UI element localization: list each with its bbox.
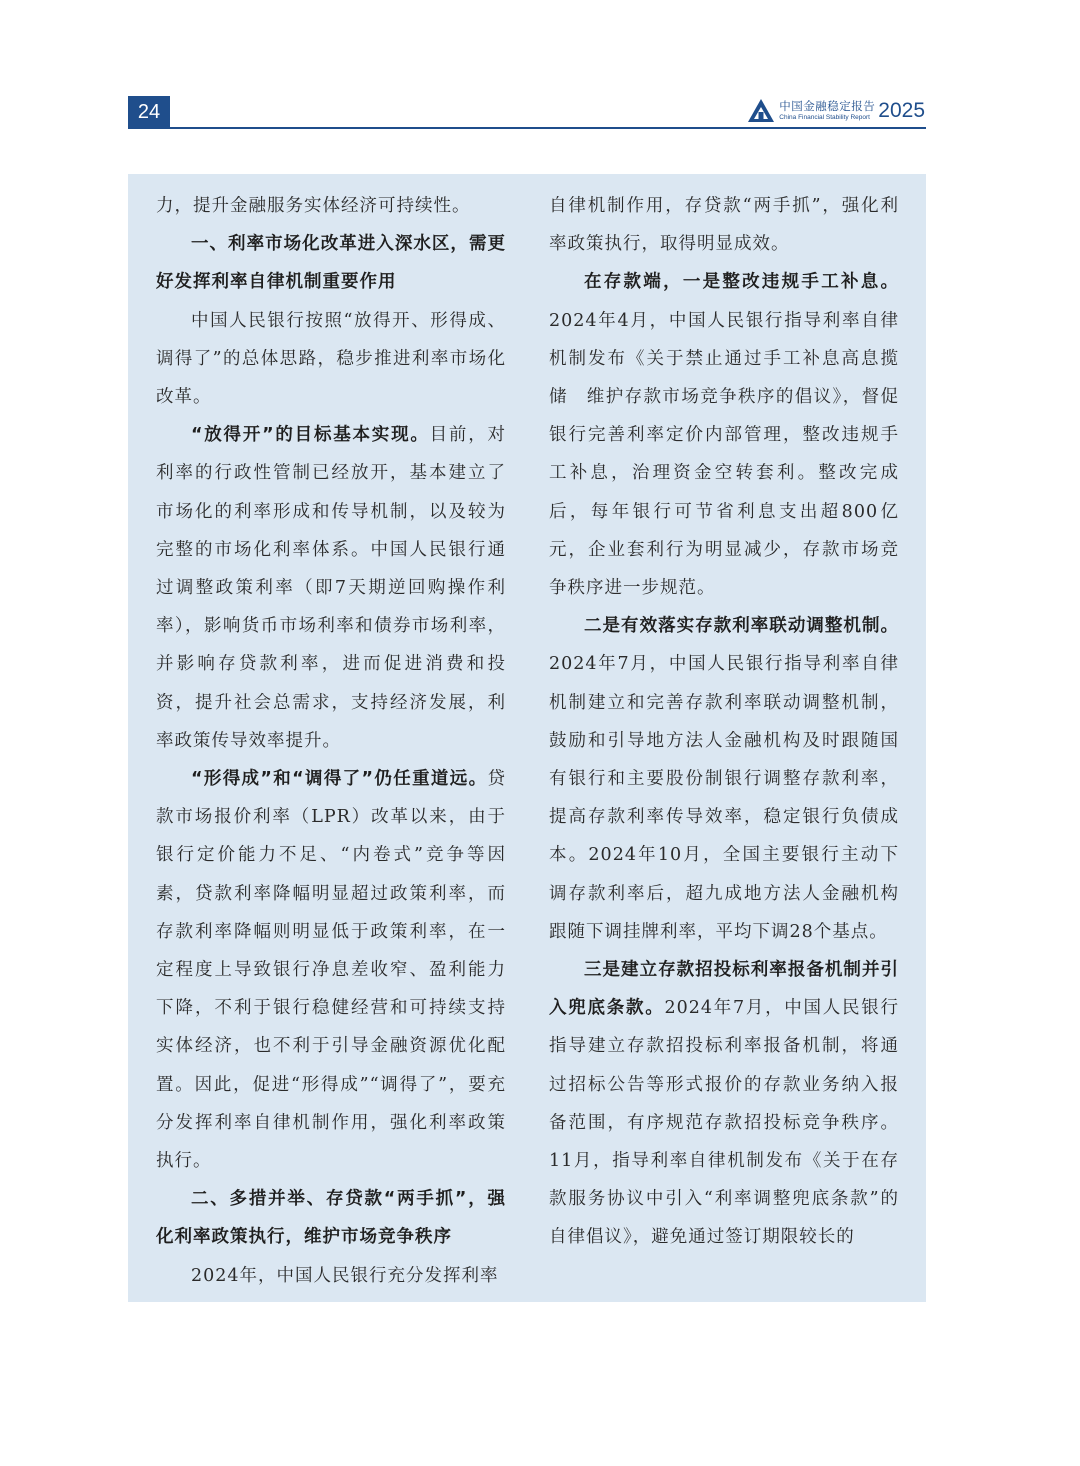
paragraph: 力，提升金融服务实体经济可持续性。 — [156, 196, 471, 216]
paragraph — [549, 263, 899, 607]
report-title — [779, 101, 875, 121]
paragraph-lead: 三是建立存款招投标利率报备机制并引入兜底条款。 — [549, 960, 899, 1019]
left-column — [156, 187, 506, 1295]
paragraph — [156, 416, 506, 760]
paragraph: 中国人民银行按照“放得开、形得成、调得了”的总体思路，稳步推进利率市场化改革。 — [156, 310, 506, 408]
paragraph: 自律机制作用，存贷款“两手抓”，强化利率政策执行，取得明显成效。 — [549, 196, 899, 255]
right-column — [549, 187, 899, 1257]
content-box — [128, 174, 926, 1302]
page-number: 24 — [128, 96, 170, 128]
paragraph-body: 2024年4月，中国人民银行指导利率自律机制发布《关于禁止通过手工补息高息揽储 维护存款市场竞争秩序的倡议》，督促银行完善利率定价内部管理，整改违规手工补息，治理资金空转套利。整改完成后，每年银行可节省利息支出超800亿元，企业套利行为明显减少，存款市场竞争秩序进一步规范。 — [549, 310, 899, 599]
paragraph-body: 2024年7月，中国人民银行指导建立存款招投标利率报备机制，将通过招标公告等形式报价的存款业务纳入报备范围，有序规范存款招投标竞争秩序。11月，指导利率自律机制发布《关于在存款服务协议中引入“利率调整兜底条款”的自律倡议》，避免通过签订期限较长的 — [549, 998, 899, 1248]
header-divider — [128, 127, 926, 129]
paragraph-lead: 在存款端，一是整改违规手工补息。 — [584, 272, 899, 293]
report-logo-icon — [747, 98, 775, 124]
report-title-en: China Financial Stability Report — [779, 113, 870, 121]
paragraph-lead: “形得成”和“调得了”仍任重道远。 — [191, 769, 488, 790]
paragraph — [156, 760, 506, 1180]
paragraph-body: 目前，对利率的行政性管制已经放开，基本建立了市场化的利率形成和传导机制，以及较为完整的市场化利率体系。中国人民银行通过调整政策利率（即7天期逆回购操作利率），影响货币市场利率和债券市场利率，并影响存贷款利率，进而促进消费和投资，提升社会总需求，支持经济发展，利率政策传导效率提升。 — [156, 425, 506, 751]
report-title-cn: 中国金融稳定报告 — [779, 99, 876, 113]
paragraph — [549, 951, 899, 1257]
section-heading-2: 二、多措并举、存贷款“两手抓”，强化利率政策执行，维护市场竞争秩序 — [156, 1189, 506, 1248]
paragraph-body: 2024年7月，中国人民银行指导利率自律机制建立和完善存款利率联动调整机制，鼓励和引导地方法人金融机构及时跟随国有银行和主要股份制银行调整存款利率，提高存款利率传导效率，稳定银行负债成本。2024年10月，全国主要银行主动下调存款利率后，超九成地方法人金融机构跟随下调挂牌利率，平均下调28个基点。 — [549, 654, 899, 942]
paragraph: 2024年，中国人民银行充分发挥利率 — [191, 1265, 499, 1286]
paragraph — [549, 607, 899, 951]
report-year: 2025 — [878, 99, 925, 122]
report-brand — [747, 96, 925, 126]
paragraph-lead: “放得开”的目标基本实现。 — [191, 425, 430, 446]
paragraph-lead: 二是有效落实存款利率联动调整机制。 — [584, 616, 899, 637]
paragraph-body: 贷款市场报价利率（LPR）改革以来，由于银行定价能力不足、“内卷式”竞争等因素，贷款利率降幅明显超过政策利率，而存款利率降幅则明显低于政策利率，在一定程度上导致银行净息差收窄、盈利能力下降，不利于银行稳健经营和可持续支持实体经济，也不利于引导金融资源优化配置。因此，促进“形得成”“调得了”，要充分发挥利率自律机制作用，强化利率政策执行。 — [156, 769, 506, 1172]
section-heading-1: 一、利率市场化改革进入深水区，需更好发挥利率自律机制重要作用 — [156, 234, 506, 293]
